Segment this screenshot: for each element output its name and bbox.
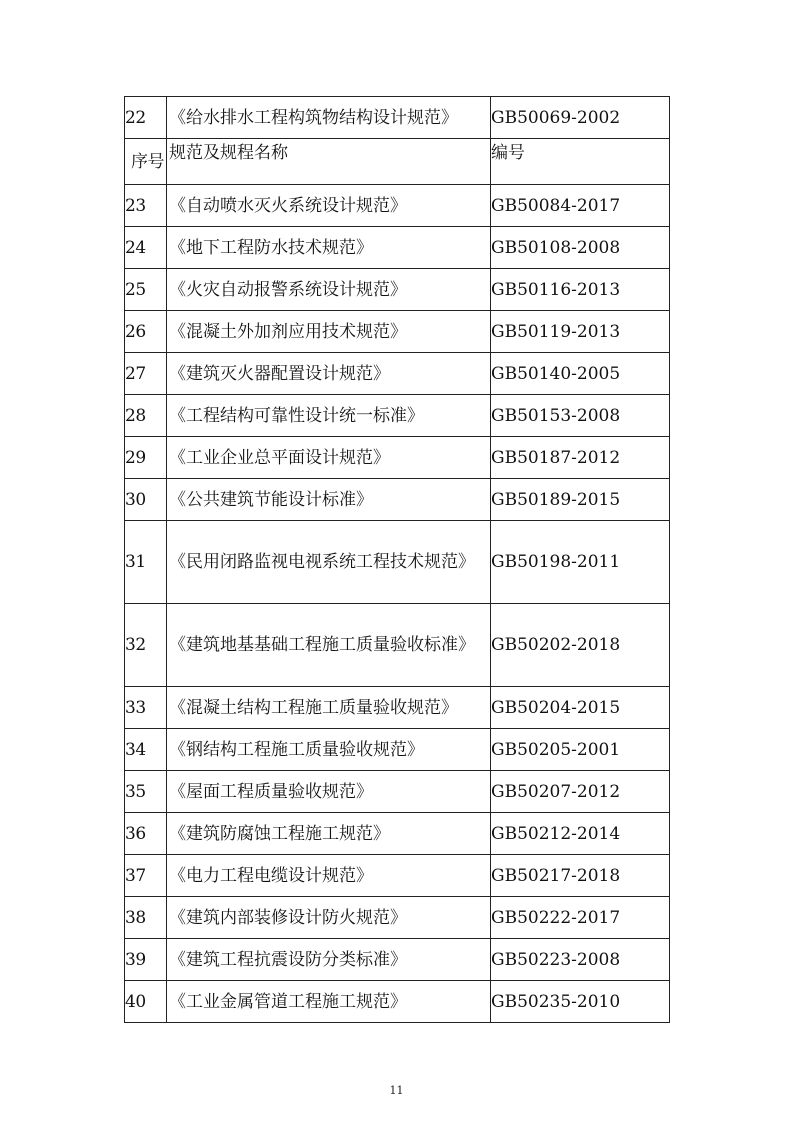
row-number: 38 [125, 897, 167, 939]
standard-name: 《给水排水工程构筑物结构设计规范》 [167, 97, 491, 139]
table-row [125, 185, 670, 227]
table-row [125, 897, 670, 939]
standard-name: 《电力工程电缆设计规范》 [167, 855, 491, 897]
standard-code: GB50140-2005 [491, 353, 670, 395]
standard-name: 《混凝土外加剂应用技术规范》 [167, 311, 491, 353]
standard-code: GB50222-2017 [491, 897, 670, 939]
standard-code: GB50217-2018 [491, 855, 670, 897]
row-number: 32 [125, 604, 167, 687]
standard-code: GB50202-2018 [491, 604, 670, 687]
standard-name: 《工业企业总平面设计规范》 [167, 437, 491, 479]
standard-code: GB50223-2008 [491, 939, 670, 981]
standard-name: 《混凝土结构工程施工质量验收规范》 [167, 687, 491, 729]
table-row [125, 855, 670, 897]
standard-name: 《火灾自动报警系统设计规范》 [167, 269, 491, 311]
table-row [125, 939, 670, 981]
standard-name: 《公共建筑节能设计标准》 [167, 479, 491, 521]
table-header-row [125, 139, 670, 185]
standard-name: 《建筑防腐蚀工程施工规范》 [167, 813, 491, 855]
row-number: 27 [125, 353, 167, 395]
standard-name: 《建筑地基基础工程施工质量验收标准》 [167, 604, 491, 687]
row-number: 31 [125, 521, 167, 604]
standard-code: GB50205-2001 [491, 729, 670, 771]
standard-name: 《自动喷水灭火系统设计规范》 [167, 185, 491, 227]
row-number: 33 [125, 687, 167, 729]
standard-code: GB50108-2008 [491, 227, 670, 269]
standard-code: GB50084-2017 [491, 185, 670, 227]
row-number: 37 [125, 855, 167, 897]
table-row [125, 604, 670, 687]
row-number: 39 [125, 939, 167, 981]
standard-name: 《屋面工程质量验收规范》 [167, 771, 491, 813]
table-row [125, 227, 670, 269]
row-number: 23 [125, 185, 167, 227]
table-row [125, 437, 670, 479]
table-row [125, 97, 670, 139]
table-row [125, 479, 670, 521]
standard-code: GB50153-2008 [491, 395, 670, 437]
table-row [125, 729, 670, 771]
row-number: 34 [125, 729, 167, 771]
table-row [125, 521, 670, 604]
row-number: 22 [125, 97, 167, 139]
table-row [125, 353, 670, 395]
standard-name: 《钢结构工程施工质量验收规范》 [167, 729, 491, 771]
standard-name: 《民用闭路监视电视系统工程技术规范》 [167, 521, 491, 604]
table-row [125, 395, 670, 437]
standard-code: GB50116-2013 [491, 269, 670, 311]
standard-code: GB50207-2012 [491, 771, 670, 813]
standard-name: 《建筑灭火器配置设计规范》 [167, 353, 491, 395]
standard-name: 《工业金属管道工程施工规范》 [167, 981, 491, 1023]
row-number: 35 [125, 771, 167, 813]
row-number: 25 [125, 269, 167, 311]
row-number: 28 [125, 395, 167, 437]
header-number: 序号 [125, 139, 167, 185]
standard-code: GB50204-2015 [491, 687, 670, 729]
standard-code: GB50189-2015 [491, 479, 670, 521]
table-row [125, 771, 670, 813]
standard-code: GB50212-2014 [491, 813, 670, 855]
standard-name: 《工程结构可靠性设计统一标准》 [167, 395, 491, 437]
standard-name: 《建筑内部装修设计防火规范》 [167, 897, 491, 939]
table-row [125, 311, 670, 353]
standard-code: GB50235-2010 [491, 981, 670, 1023]
header-name: 规范及规程名称 [167, 139, 491, 185]
row-number: 29 [125, 437, 167, 479]
standards-table [124, 96, 670, 1023]
row-number: 30 [125, 479, 167, 521]
table-row [125, 813, 670, 855]
standard-code: GB50198-2011 [491, 521, 670, 604]
row-number: 24 [125, 227, 167, 269]
page-number: 11 [389, 1084, 404, 1097]
table-row [125, 687, 670, 729]
standard-code: GB50187-2012 [491, 437, 670, 479]
table-row [125, 981, 670, 1023]
standard-name: 《地下工程防水技术规范》 [167, 227, 491, 269]
standard-code: GB50119-2013 [491, 311, 670, 353]
standard-name: 《建筑工程抗震设防分类标准》 [167, 939, 491, 981]
row-number: 26 [125, 311, 167, 353]
row-number: 36 [125, 813, 167, 855]
table-row [125, 269, 670, 311]
standard-code: GB50069-2002 [491, 97, 670, 139]
header-code: 编号 [491, 139, 670, 185]
row-number: 40 [125, 981, 167, 1023]
